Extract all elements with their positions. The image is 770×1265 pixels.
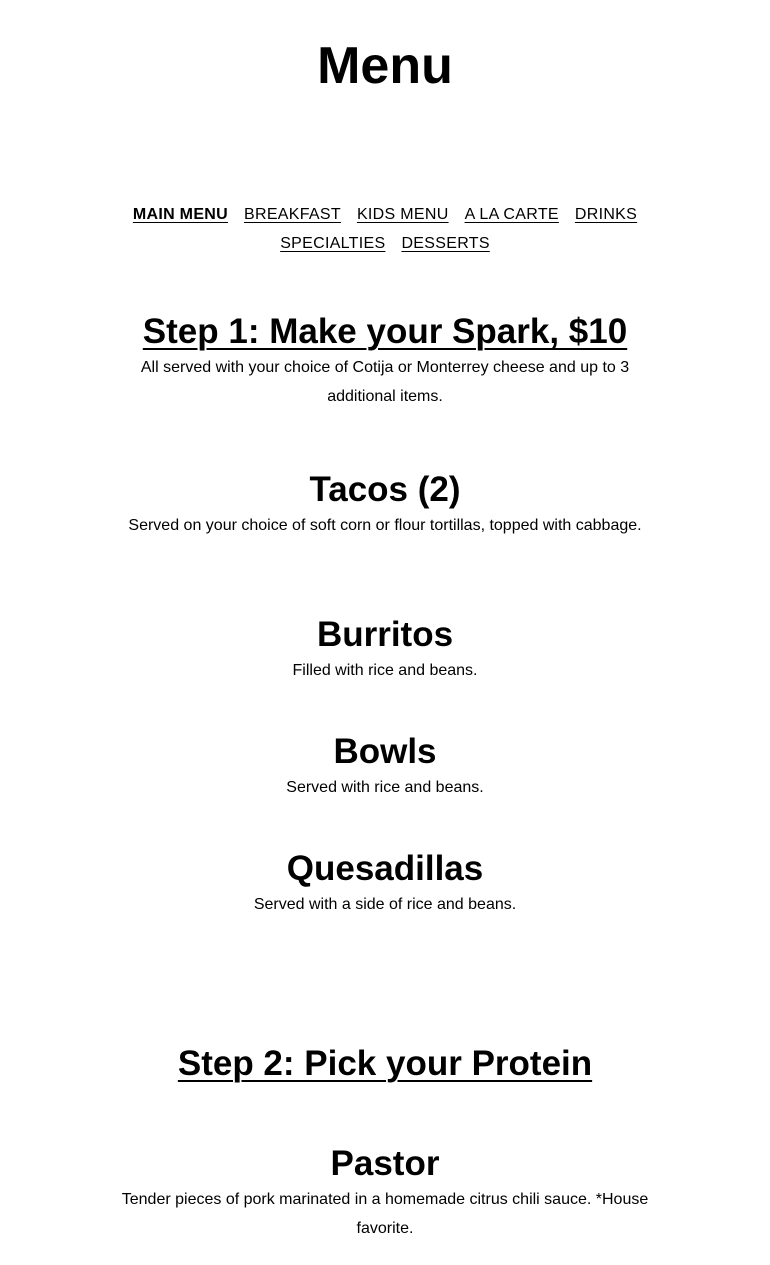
item-name: Burritos <box>316 615 454 654</box>
menu-item-burritos <box>100 614 670 685</box>
item-description: Tender pieces of pork marinated in a homemade citrus chili sauce. *House favorite. <box>121 1191 649 1237</box>
menu-item-pastor <box>100 1143 670 1243</box>
menu-item-quesadillas <box>100 848 670 919</box>
nav-drinks[interactable]: DRINKS <box>574 206 638 223</box>
nav-desserts[interactable]: DESSERTS <box>401 235 490 252</box>
nav-main-menu[interactable]: MAIN MENU <box>132 206 228 223</box>
item-name: Tacos (2) <box>309 470 461 509</box>
nav-breakfast[interactable]: BREAKFAST <box>244 206 341 223</box>
step1-header <box>100 311 670 411</box>
item-description: Served with a side of rice and beans. <box>253 896 517 913</box>
nav-a-la-carte[interactable]: A LA CARTE <box>464 206 559 223</box>
step2-heading: Step 2: Pick your Protein <box>177 1044 593 1083</box>
step1-heading: Step 1: Make your Spark, $10 <box>142 312 628 351</box>
item-name: Bowls <box>333 732 437 771</box>
nav-kids-menu[interactable]: KIDS MENU <box>356 206 449 223</box>
menu-item-bowls <box>100 731 670 802</box>
item-description: Served on your choice of soft corn or flour tortillas, topped with cabbage. <box>128 517 642 534</box>
item-description: Filled with rice and beans. <box>292 662 478 679</box>
item-name: Pastor <box>330 1144 440 1183</box>
step2-header <box>100 1043 670 1085</box>
menu-nav <box>95 200 675 258</box>
step1-description: All served with your choice of Cotija or Monterrey cheese and up to 3 additional items. <box>140 359 630 405</box>
nav-specialties[interactable]: SPECIALTIES <box>280 235 386 252</box>
page-title: Menu <box>317 37 453 95</box>
menu-item-tacos <box>100 469 670 540</box>
item-description: Served with rice and beans. <box>286 779 484 796</box>
item-name: Quesadillas <box>286 849 484 888</box>
